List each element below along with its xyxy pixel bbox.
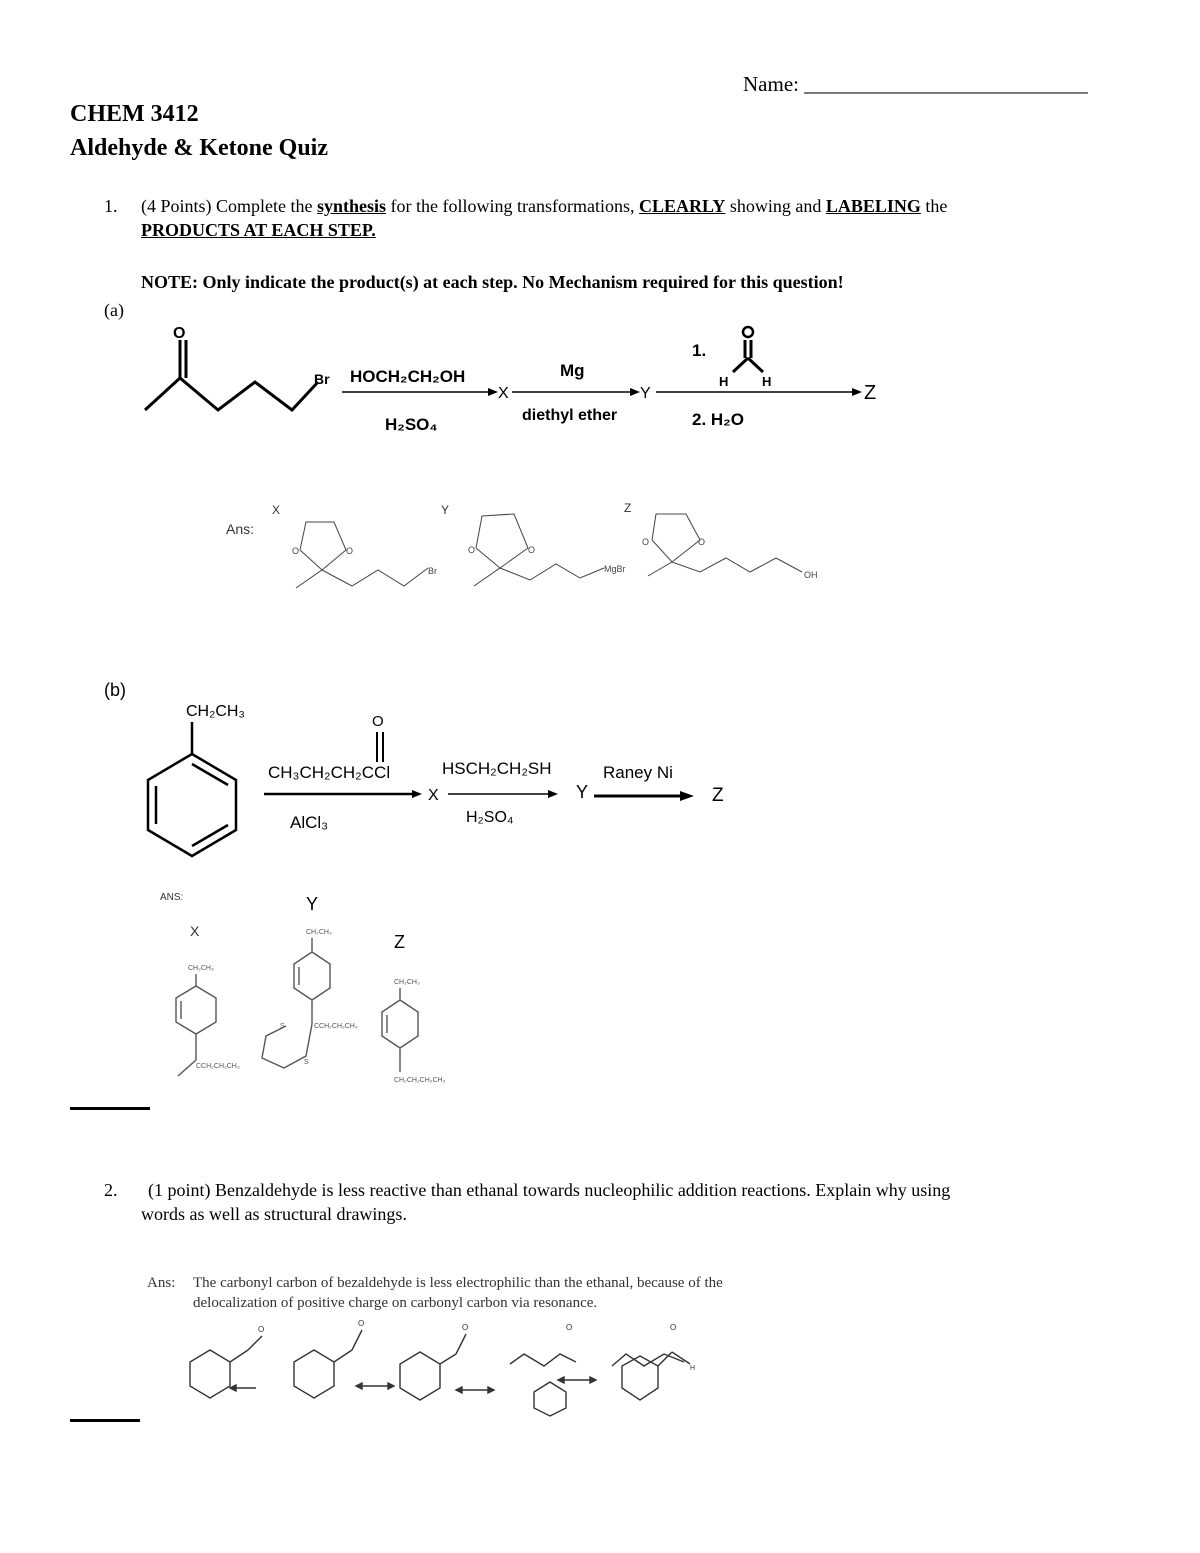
quiz-title: Aldehyde & Ketone Quiz	[70, 135, 328, 161]
ans-x-structure	[296, 522, 428, 588]
ans-z-ring	[382, 988, 418, 1072]
bromine-label: Br	[314, 371, 330, 387]
ans-z-o2: O	[698, 537, 706, 547]
ans-y-ethyl: CH₂CH₃	[306, 929, 332, 936]
ans-y-s1: S	[280, 1023, 285, 1030]
ans-y-chain: CCH₂CH₂CH₃	[314, 1023, 358, 1030]
ans-x-ethyl: CH₂CH₃	[188, 965, 214, 972]
reagent1-bottom-b: AlCl₃	[290, 813, 329, 832]
ans-z-oh: OH	[804, 570, 818, 580]
part-b-label: (b)	[104, 680, 126, 700]
h-left: H	[719, 374, 729, 389]
q2-number: 2.	[104, 1180, 118, 1200]
res-o5: O	[670, 1323, 677, 1332]
res-o3: O	[462, 1323, 469, 1332]
ans-y-o1: O	[468, 545, 476, 555]
res-h: H	[690, 1365, 696, 1372]
resonance-structures	[0, 1310, 1200, 1430]
ans-a-label: Ans:	[226, 521, 255, 537]
ans-b-x: X	[190, 923, 200, 939]
q2-line2: words as well as structural drawings.	[141, 1204, 407, 1224]
reagent2-bottom: diethyl ether	[522, 407, 618, 424]
reagent1-bottom: H₂SO₄	[385, 415, 438, 434]
formaldehyde-oxygen	[743, 327, 753, 337]
acyl-oxygen: O	[372, 713, 384, 730]
arrowhead2	[630, 388, 640, 396]
intermediate-y: Y	[640, 385, 651, 402]
reagent2-bottom-b: H₂SO₄	[466, 809, 514, 826]
formaldehyde-structure	[733, 340, 763, 372]
reagent3-b: Raney Ni	[603, 763, 673, 782]
reagent2-top: Mg	[560, 361, 585, 380]
arrowhead1-b	[412, 790, 422, 798]
ans-a-x: X	[272, 503, 281, 517]
intermediate-x: X	[498, 385, 509, 402]
ans-b-y: Y	[306, 894, 319, 914]
ans-y-o2: O	[528, 545, 536, 555]
q2-line1: (1 point) Benzaldehyde is less reactive than ethanal towards nucleophilic addition reactions. Explain why using	[148, 1180, 951, 1200]
res-o2: O	[358, 1319, 365, 1328]
oxygen-label: O	[173, 325, 186, 342]
part-a-scheme	[0, 310, 1200, 610]
reagent2-top-b: HSCH₂CH₂SH	[442, 759, 552, 778]
ethylbenzene-structure	[148, 722, 236, 856]
bromoketone-structure	[145, 340, 318, 410]
resonance-drawing	[190, 1330, 690, 1416]
ans-x-br: Br	[428, 566, 437, 576]
q1-note: NOTE: Only indicate the product(s) at each step. No Mechanism required for this question!	[141, 272, 844, 292]
q1-prompt: (4 Points) Complete the synthesis for the following transformations, CLEARLY showing and LABELING the PRODUCTS AT EACH STEP.	[141, 196, 948, 240]
h-right: H	[762, 374, 772, 389]
ans-x-acyl: CCH₂CH₂CH₃	[196, 1063, 240, 1070]
arrowhead2-b	[548, 790, 558, 798]
q1-number: 1.	[104, 196, 118, 216]
course-title: CHEM 3412	[70, 101, 199, 127]
ans-x-o2: O	[346, 546, 354, 556]
intermediate-y-b: Y	[576, 782, 589, 802]
product-z-b: Z	[712, 785, 724, 806]
ans-y-s2: S	[304, 1059, 309, 1066]
reagent1-top-b: CH₃CH₂CH₂CCl	[268, 763, 391, 782]
q2-ans-line2: delocalization of positive charge on carbonyl carbon via resonance.	[193, 1295, 598, 1311]
ans-x-ring	[176, 974, 216, 1076]
res-o4: O	[566, 1323, 573, 1332]
ans-x-o1: O	[292, 546, 300, 556]
intermediate-x-b: X	[428, 787, 439, 804]
ans-y-ring	[262, 938, 330, 1068]
arrowhead3-b	[680, 791, 694, 801]
reagent3-step2: 2. H₂O	[692, 410, 744, 429]
part-b-scheme	[0, 690, 1200, 1110]
q2-ans-line1: The carbonyl carbon of bezaldehyde is less electrophilic than the ethanal, because of the	[193, 1275, 723, 1291]
ans-y-mgbr: MgBr	[604, 564, 626, 574]
reagent3-step1: 1.	[692, 341, 707, 360]
part-a-label: (a)	[104, 300, 124, 320]
ans-z-ethyl: CH₂CH₃	[394, 979, 420, 986]
ans-z-chain: CH₂CH₂CH₂CH₃	[394, 1077, 446, 1084]
score-line-2	[70, 1419, 140, 1422]
q2-ans-label: Ans:	[147, 1275, 176, 1291]
ethyl-label: CH₂CH₃	[186, 703, 245, 720]
ans-a-z: Z	[624, 501, 632, 515]
name-field: Name: ___________________________	[743, 72, 1088, 96]
ans-b-z: Z	[394, 932, 405, 952]
ans-a-y: Y	[441, 503, 450, 517]
product-z: Z	[864, 382, 877, 404]
reagent1-top: HOCH₂CH₂OH	[350, 367, 466, 386]
arrowhead1	[488, 388, 498, 396]
ans-b-label: ANS:	[160, 892, 184, 903]
score-line-1	[70, 1107, 150, 1110]
ans-y-structure	[474, 514, 604, 586]
res-o1: O	[258, 1325, 265, 1334]
ans-z-o1: O	[642, 537, 650, 547]
ans-z-structure	[648, 514, 802, 576]
arrowhead3	[852, 388, 862, 396]
